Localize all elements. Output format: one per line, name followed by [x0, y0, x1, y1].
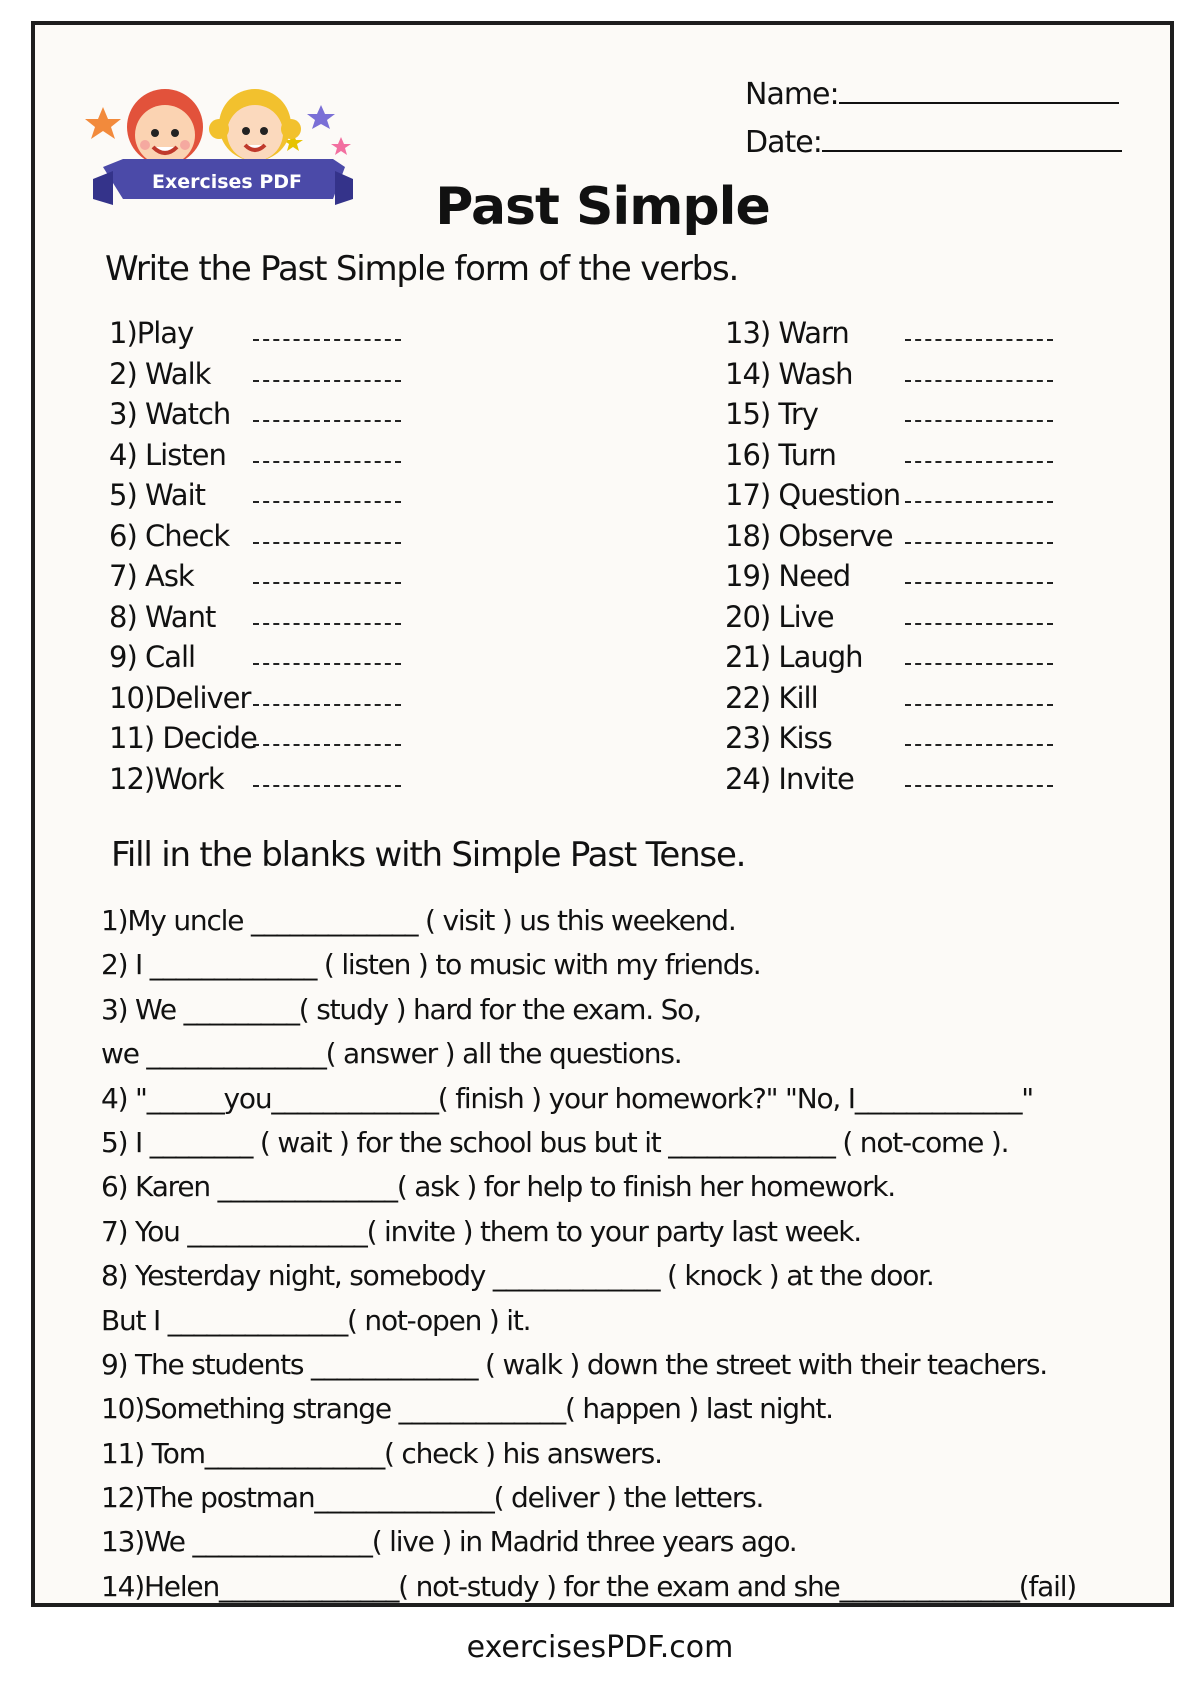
sentence-item[interactable]: 3) We _________( study ) hard for the exam. So, [101, 992, 701, 1026]
answer-blank[interactable] [905, 542, 1053, 544]
answer-blank[interactable] [253, 380, 401, 382]
svg-text:Exercises PDF: Exercises PDF [151, 171, 303, 193]
answer-blank[interactable] [253, 704, 401, 706]
sentence-list [101, 899, 1181, 1609]
answer-blank[interactable] [905, 501, 1053, 503]
verb-item: 6) Check [109, 516, 257, 557]
verb-item: 24) Invite [725, 759, 900, 800]
verb-item: 13) Warn [725, 313, 900, 354]
answer-blank[interactable] [253, 744, 401, 746]
sentence-item[interactable]: 8) Yesterday night, somebody _____________ ( knock ) at the door. [101, 1259, 934, 1293]
answer-blank[interactable] [905, 744, 1053, 746]
answer-blank[interactable] [253, 582, 401, 584]
answer-blank[interactable] [905, 461, 1053, 463]
sentence-item[interactable]: 7) You ______________( invite ) them to your party last week. [101, 1214, 861, 1248]
footer-site: exercisesPDF.com [466, 1630, 734, 1665]
answer-blank[interactable] [905, 785, 1053, 787]
name-label: Name: [745, 77, 839, 112]
verb-item: 14) Wash [725, 354, 900, 395]
verb-item: 22) Kill [725, 678, 900, 719]
answer-blank[interactable] [253, 623, 401, 625]
verb-item: 17) Question [725, 475, 900, 516]
answer-blank[interactable] [253, 461, 401, 463]
verb-list-left [109, 313, 257, 799]
sentence-item[interactable]: 1)My uncle _____________ ( visit ) us this weekend. [101, 904, 736, 937]
verb-item: 15) Try [725, 394, 900, 435]
page-title: Past Simple [435, 177, 770, 237]
sentence-item[interactable]: 2) I _____________ ( listen ) to music with my friends. [101, 948, 761, 982]
verb-item: 11) Decide [109, 718, 257, 759]
verb-list-right [725, 313, 900, 799]
verb-item: 23) Kiss [725, 718, 900, 759]
answer-blank[interactable] [905, 380, 1053, 382]
verb-item: 20) Live [725, 597, 900, 638]
verb-item: 1)Play [109, 313, 257, 354]
answer-blank[interactable] [253, 339, 401, 341]
answer-blank[interactable] [905, 623, 1053, 625]
verb-item: 9) Call [109, 637, 257, 678]
verb-item: 21) Laugh [725, 637, 900, 678]
answer-blank[interactable] [253, 785, 401, 787]
sentence-item[interactable]: 12)The postman______________( deliver ) the letters. [101, 1481, 764, 1515]
sentence-item[interactable]: 9) The students _____________ ( walk ) down the street with their teachers. [101, 1347, 1047, 1381]
sentence-item[interactable]: we ______________( answer ) all the questions. [101, 1037, 682, 1071]
sentence-item[interactable]: 5) I ________ ( wait ) for the school bus but it _____________ ( not-come ). [101, 1125, 1009, 1159]
sentence-item[interactable]: But I ______________( not-open ) it. [101, 1303, 531, 1337]
date-blank[interactable] [822, 146, 1122, 152]
verb-item: 5) Wait [109, 475, 257, 516]
verb-item: 19) Need [725, 556, 900, 597]
section2-instruction: Fill in the blanks with Simple Past Tense. [111, 835, 746, 875]
sentence-item[interactable]: 10)Something strange _____________( happen ) last night. [101, 1392, 833, 1426]
verb-item: 8) Want [109, 597, 257, 638]
date-field[interactable] [745, 125, 1122, 160]
verb-item: 16) Turn [725, 435, 900, 476]
answer-blank[interactable] [905, 704, 1053, 706]
answer-blank[interactable] [905, 663, 1053, 665]
answer-blank[interactable] [253, 420, 401, 422]
date-label: Date: [745, 125, 822, 160]
answer-blank[interactable] [905, 339, 1053, 341]
verb-item: 12)Work [109, 759, 257, 800]
verb-item: 3) Watch [109, 394, 257, 435]
verb-item: 18) Observe [725, 516, 900, 557]
sentence-item[interactable]: 13)We ______________( live ) in Madrid three years ago. [101, 1525, 797, 1559]
answer-blank[interactable] [253, 663, 401, 665]
answer-blank[interactable] [253, 542, 401, 544]
worksheet [31, 21, 1174, 1607]
verb-item: 10)Deliver [109, 678, 257, 719]
answer-blank[interactable] [253, 501, 401, 503]
sentence-item[interactable]: 4) "______you_____________( finish ) your homework?" "No, I_____________" [101, 1081, 1033, 1115]
name-blank[interactable] [839, 98, 1119, 104]
answer-blank[interactable] [905, 582, 1053, 584]
sentence-item[interactable]: 14)Helen______________( not-study ) for the exam and she______________(fail) [101, 1569, 1077, 1603]
name-field[interactable] [745, 77, 1119, 112]
verb-item: 4) Listen [109, 435, 257, 476]
verb-item: 2) Walk [109, 354, 257, 395]
section1-instruction: Write the Past Simple form of the verbs. [105, 249, 739, 289]
answer-blank[interactable] [905, 420, 1053, 422]
sentence-item[interactable]: 11) Tom______________( check ) his answers. [101, 1436, 662, 1470]
sentence-item[interactable]: 6) Karen ______________( ask ) for help to finish her homework. [101, 1170, 895, 1204]
verb-item: 7) Ask [109, 556, 257, 597]
